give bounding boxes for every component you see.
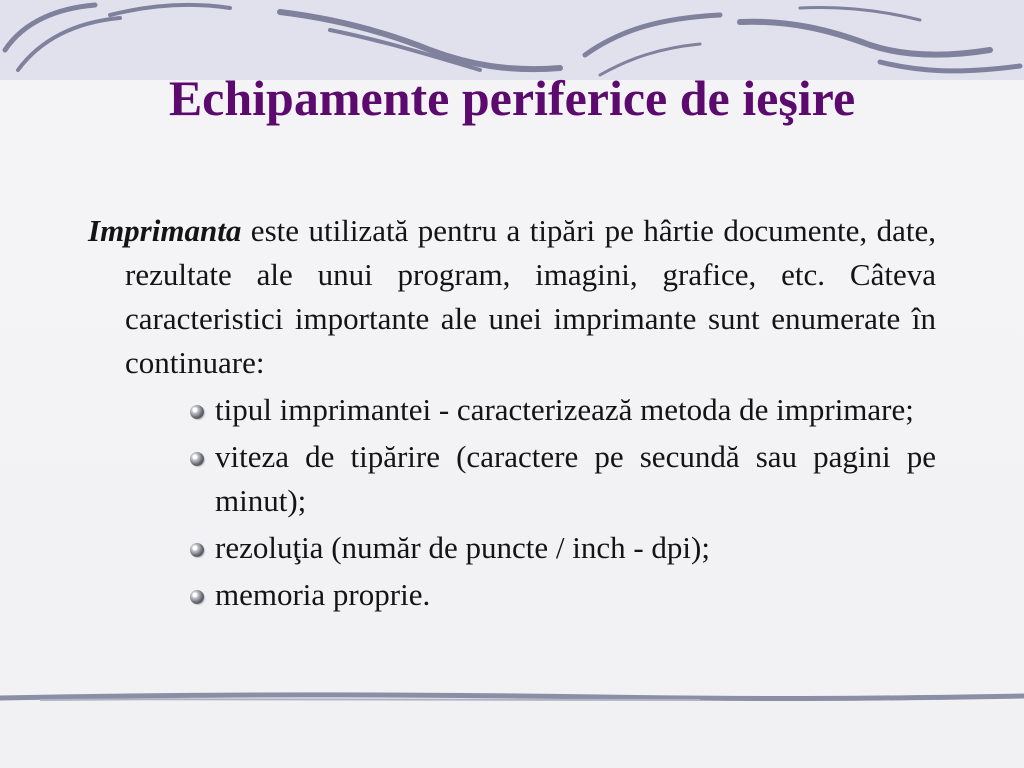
list-item-text: rezoluţia (număr de puncte / inch - dpi);: [215, 530, 710, 565]
decorative-swoosh-bottom: [0, 688, 1024, 708]
list-item: [215, 388, 936, 432]
list-item: [215, 573, 936, 617]
bullet-sphere-icon: [190, 590, 204, 604]
bullet-sphere-icon: [190, 543, 204, 557]
list-item-text: viteza de tipărire (caractere pe secundă sau pagini pe minut);: [215, 439, 936, 518]
slide-title: Echipamente periferice de ieşire: [168, 70, 856, 126]
list-item-text: tipul imprimantei - caracterizează metoda de imprimare;: [215, 392, 914, 427]
intro-term: Imprimanta: [88, 213, 242, 248]
list-item: [215, 526, 936, 570]
slide-body: [88, 209, 936, 620]
bullet-sphere-icon: [190, 405, 204, 419]
intro-text: este utilizată pentru a tipări pe hârtie documente, date, rezultate ale unui program, imagini, grafice, etc. Câteva caracteristici importante ale unei imprimante sunt enumerate în continuare:: [125, 213, 936, 380]
list-item-text: memoria proprie.: [215, 577, 431, 612]
list-item: [215, 435, 936, 523]
characteristics-list: [88, 388, 936, 617]
intro-paragraph: [88, 209, 936, 385]
bullet-sphere-icon: [190, 452, 204, 466]
